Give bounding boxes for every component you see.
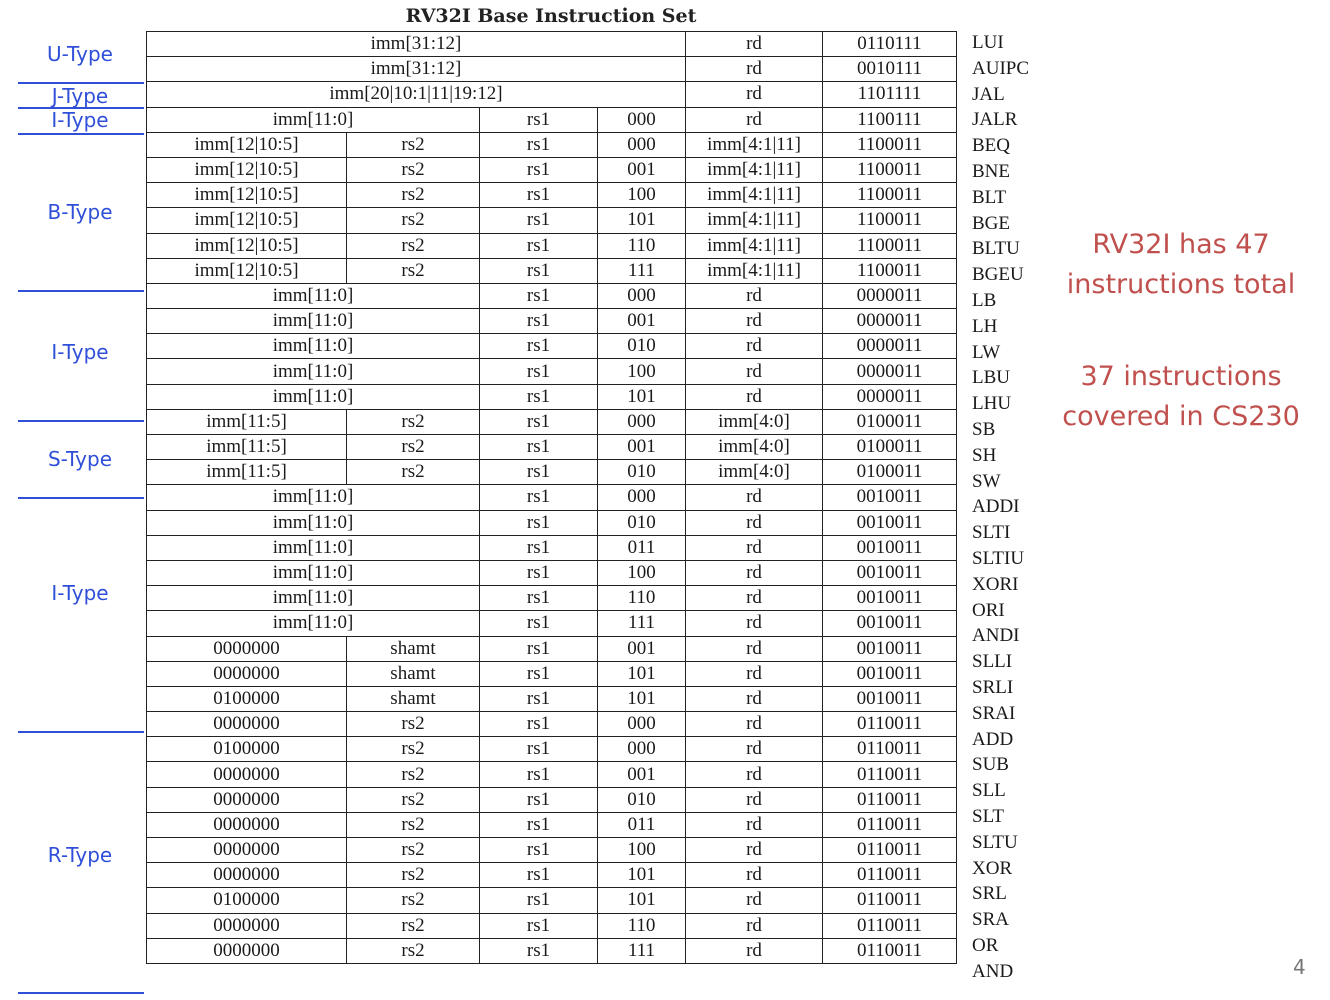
table-cell: rs1 <box>480 334 598 359</box>
table-cell: 111 <box>598 258 686 283</box>
table-cell: 000 <box>598 409 686 434</box>
table-cell: imm[31:12] <box>147 57 686 82</box>
table-row <box>147 762 957 787</box>
instruction-name: SLTU <box>972 831 1018 853</box>
table-cell: rs1 <box>480 283 598 308</box>
table-cell: 0000011 <box>823 334 957 359</box>
instruction-name: SLL <box>972 780 1006 802</box>
table-cell: rs1 <box>480 359 598 384</box>
instruction-name: AND <box>972 960 1014 982</box>
table-row <box>147 384 957 409</box>
table-cell: 1100011 <box>823 208 957 233</box>
instruction-name: SLTIU <box>972 547 1025 569</box>
type-divider <box>18 731 144 733</box>
table-cell: 0000000 <box>147 838 347 863</box>
table-cell: rd <box>686 661 823 686</box>
table-cell: 110 <box>598 586 686 611</box>
table-cell: rs2 <box>347 208 480 233</box>
table-cell: rs1 <box>480 661 598 686</box>
table-cell: 101 <box>598 384 686 409</box>
table-cell: 0000000 <box>147 762 347 787</box>
table-cell: rs1 <box>480 233 598 258</box>
table-cell: 1100011 <box>823 233 957 258</box>
type-label-i-load: I-Type <box>51 340 109 364</box>
table-cell: imm[4:1|11] <box>686 183 823 208</box>
table-row <box>147 560 957 585</box>
table-cell: 000 <box>598 712 686 737</box>
table-row <box>147 611 957 636</box>
table-cell: 001 <box>598 435 686 460</box>
table-cell: imm[31:12] <box>147 32 686 57</box>
table-cell: imm[20|10:1|11|19:12] <box>147 82 686 107</box>
table-row <box>147 938 957 963</box>
table-cell: rd <box>686 762 823 787</box>
table-cell: 001 <box>598 157 686 182</box>
table-cell: shamt <box>347 636 480 661</box>
table-cell: 0000000 <box>147 636 347 661</box>
table-cell: 110 <box>598 233 686 258</box>
table-cell: rs1 <box>480 183 598 208</box>
table-cell: rs1 <box>480 409 598 434</box>
table-cell: imm[11:0] <box>147 586 480 611</box>
type-label-u: U-Type <box>47 42 113 66</box>
table-cell: 000 <box>598 737 686 762</box>
type-label-b: B-Type <box>47 200 113 224</box>
type-divider <box>18 497 144 499</box>
instruction-name: BGE <box>972 212 1010 234</box>
instruction-name: ADD <box>972 728 1014 750</box>
table-cell: 0100000 <box>147 737 347 762</box>
table-row <box>147 258 957 283</box>
table-cell: imm[11:0] <box>147 359 480 384</box>
table-cell: rd <box>686 535 823 560</box>
table-cell: 010 <box>598 787 686 812</box>
table-title: RV32I Base Instruction Set <box>405 5 697 27</box>
table-cell: rs1 <box>480 888 598 913</box>
table-row <box>147 737 957 762</box>
table-cell: rs1 <box>480 384 598 409</box>
table-cell: 0010011 <box>823 686 957 711</box>
table-cell: rd <box>686 863 823 888</box>
table-cell: 0010011 <box>823 535 957 560</box>
table-cell: rd <box>686 636 823 661</box>
table-row <box>147 485 957 510</box>
table-row <box>147 208 957 233</box>
table-cell: 111 <box>598 938 686 963</box>
type-label-s: S-Type <box>47 447 112 471</box>
table-cell: 1100111 <box>823 107 957 132</box>
table-cell: 000 <box>598 132 686 157</box>
type-label-r: R-Type <box>47 843 113 867</box>
table-cell: 1100011 <box>823 157 957 182</box>
table-row <box>147 661 957 686</box>
instruction-name: XORI <box>972 573 1019 595</box>
table-cell: 101 <box>598 208 686 233</box>
table-cell: 001 <box>598 636 686 661</box>
table-cell: imm[11:0] <box>147 485 480 510</box>
table-cell: 0010011 <box>823 560 957 585</box>
table-cell: rs1 <box>480 535 598 560</box>
type-label-j: J-Type <box>51 84 109 108</box>
table-cell: 101 <box>598 686 686 711</box>
table-cell: imm[11:0] <box>147 107 480 132</box>
table-cell: 0110011 <box>823 838 957 863</box>
table-cell: 0110011 <box>823 762 957 787</box>
table-cell: rs1 <box>480 686 598 711</box>
table-cell: 0000000 <box>147 913 347 938</box>
table-cell: rd <box>686 712 823 737</box>
table-cell: 010 <box>598 334 686 359</box>
table-cell: imm[4:0] <box>686 435 823 460</box>
table-cell: rd <box>686 359 823 384</box>
table-cell: imm[4:0] <box>686 409 823 434</box>
table-cell: imm[11:0] <box>147 384 480 409</box>
table-cell: imm[11:0] <box>147 611 480 636</box>
table-cell: 0110011 <box>823 938 957 963</box>
table-cell: rd <box>686 560 823 585</box>
table-cell: 010 <box>598 510 686 535</box>
table-cell: rd <box>686 938 823 963</box>
instruction-name: LUI <box>972 32 1004 53</box>
instruction-name: XOR <box>972 857 1013 879</box>
table-cell: rd <box>686 888 823 913</box>
table-cell: rs1 <box>480 586 598 611</box>
table-cell: imm[12|10:5] <box>147 132 347 157</box>
table-cell: 0000011 <box>823 384 957 409</box>
table-cell: rs2 <box>347 183 480 208</box>
table-cell: rs1 <box>480 712 598 737</box>
table-cell: 1100011 <box>823 183 957 208</box>
table-cell: 0110111 <box>823 32 957 57</box>
table-cell: 0110011 <box>823 863 957 888</box>
table-cell: rs2 <box>347 812 480 837</box>
table-cell: rs1 <box>480 863 598 888</box>
table-cell: imm[11:0] <box>147 560 480 585</box>
table-cell: rs2 <box>347 435 480 460</box>
table-cell: rs1 <box>480 309 598 334</box>
table-cell: rs2 <box>347 787 480 812</box>
table-cell: rd <box>686 737 823 762</box>
table-cell: rs1 <box>480 913 598 938</box>
table-cell: 000 <box>598 283 686 308</box>
table-cell: rd <box>686 334 823 359</box>
instruction-names <box>972 31 1029 985</box>
table-cell: 100 <box>598 183 686 208</box>
instruction-name: AUIPC <box>972 57 1030 79</box>
table-cell: 110 <box>598 913 686 938</box>
table-cell: rd <box>686 838 823 863</box>
table-cell: 0010011 <box>823 661 957 686</box>
table-cell: rs1 <box>480 636 598 661</box>
table-cell: imm[11:0] <box>147 309 480 334</box>
table-cell: rs1 <box>480 611 598 636</box>
table-cell: rs1 <box>480 435 598 460</box>
table-cell: 0000000 <box>147 863 347 888</box>
table-cell: 0100000 <box>147 888 347 913</box>
note-total: RV32I has 47 instructions total <box>1066 229 1296 300</box>
table-row <box>147 82 957 107</box>
table-cell: rs1 <box>480 938 598 963</box>
table-cell: 0110011 <box>823 812 957 837</box>
table-cell: 100 <box>598 838 686 863</box>
table-cell: rs2 <box>347 712 480 737</box>
table-cell: rd <box>686 485 823 510</box>
instruction-name: SRA <box>972 909 1009 931</box>
table-cell: imm[11:0] <box>147 283 480 308</box>
table-cell: rs1 <box>480 560 598 585</box>
instruction-name: SLT <box>972 805 1005 827</box>
type-divider <box>18 133 144 135</box>
table-cell: 000 <box>598 107 686 132</box>
table-row <box>147 132 957 157</box>
table-cell: rs1 <box>480 787 598 812</box>
table-cell: rs2 <box>347 913 480 938</box>
instruction-name: LBU <box>972 367 1010 389</box>
table-cell: 111 <box>598 611 686 636</box>
table-cell: rs2 <box>347 863 480 888</box>
table-row <box>147 586 957 611</box>
table-cell: rd <box>686 913 823 938</box>
instruction-name: ANDI <box>972 625 1020 647</box>
table-cell: rd <box>686 510 823 535</box>
instruction-name: BGEU <box>972 264 1024 286</box>
table-row <box>147 57 957 82</box>
type-divider <box>18 992 144 994</box>
table-cell: imm[11:0] <box>147 510 480 535</box>
instruction-name: SRL <box>972 883 1007 905</box>
table-cell: rs2 <box>347 888 480 913</box>
table-cell: imm[12|10:5] <box>147 208 347 233</box>
table-row <box>147 636 957 661</box>
table-row <box>147 888 957 913</box>
table-cell: 010 <box>598 460 686 485</box>
table-cell: 011 <box>598 812 686 837</box>
table-row <box>147 535 957 560</box>
table-cell: rd <box>686 32 823 57</box>
table-cell: imm[4:0] <box>686 460 823 485</box>
table-cell: 0000011 <box>823 359 957 384</box>
table-row <box>147 32 957 57</box>
instruction-name: SH <box>972 444 997 466</box>
table-cell: rs1 <box>480 762 598 787</box>
note-covered: 37 instructions covered in CS230 <box>1062 361 1300 432</box>
table-cell: rs1 <box>480 737 598 762</box>
table-cell: 0010111 <box>823 57 957 82</box>
table-cell: imm[12|10:5] <box>147 183 347 208</box>
table-cell: imm[12|10:5] <box>147 157 347 182</box>
table-row <box>147 334 957 359</box>
table-cell: rs2 <box>347 737 480 762</box>
instruction-name: JALR <box>972 109 1018 131</box>
table-cell: 0000000 <box>147 787 347 812</box>
table-cell: rs1 <box>480 485 598 510</box>
table-cell: 100 <box>598 560 686 585</box>
instruction-name: SLLI <box>972 651 1013 673</box>
table-cell: rs2 <box>347 409 480 434</box>
instruction-name: LH <box>972 315 998 337</box>
instruction-name: LW <box>972 341 1001 363</box>
table-row <box>147 863 957 888</box>
table-cell: 101 <box>598 661 686 686</box>
table-cell: rs1 <box>480 838 598 863</box>
page-number: 4 <box>1293 955 1306 979</box>
table-cell: 1100011 <box>823 132 957 157</box>
instruction-table <box>146 31 957 964</box>
instruction-name: SLTI <box>972 522 1011 544</box>
instruction-name: BNE <box>972 160 1010 182</box>
table-cell: 0000000 <box>147 661 347 686</box>
table-cell: rd <box>686 686 823 711</box>
table-cell: shamt <box>347 686 480 711</box>
table-cell: rd <box>686 107 823 132</box>
table-cell: rd <box>686 787 823 812</box>
table-cell: imm[4:1|11] <box>686 233 823 258</box>
table-row <box>147 913 957 938</box>
table-cell: 101 <box>598 888 686 913</box>
table-row <box>147 460 957 485</box>
table-cell: rs1 <box>480 107 598 132</box>
table-cell: rs1 <box>480 510 598 535</box>
table-cell: imm[4:1|11] <box>686 258 823 283</box>
instruction-name: BEQ <box>972 135 1010 157</box>
table-cell: rs1 <box>480 132 598 157</box>
table-cell: 0100011 <box>823 460 957 485</box>
table-cell: 0100011 <box>823 435 957 460</box>
table-cell: 0000000 <box>147 712 347 737</box>
table-cell: 0110011 <box>823 787 957 812</box>
type-divider <box>18 420 144 422</box>
table-cell: rs1 <box>480 208 598 233</box>
table-cell: rd <box>686 82 823 107</box>
table-cell: 0010011 <box>823 586 957 611</box>
table-cell: imm[4:1|11] <box>686 132 823 157</box>
table-row <box>147 409 957 434</box>
table-cell: 0000000 <box>147 812 347 837</box>
table-row <box>147 157 957 182</box>
table-cell: rs2 <box>347 460 480 485</box>
table-cell: rd <box>686 309 823 334</box>
table-cell: rs2 <box>347 938 480 963</box>
table-cell: 101 <box>598 863 686 888</box>
instruction-name: SB <box>972 418 996 440</box>
table-cell: 001 <box>598 762 686 787</box>
table-cell: shamt <box>347 661 480 686</box>
table-cell: rd <box>686 611 823 636</box>
table-cell: 1100011 <box>823 258 957 283</box>
instruction-name: ORI <box>972 599 1005 621</box>
table-cell: imm[11:5] <box>147 435 347 460</box>
table-row <box>147 712 957 737</box>
table-row <box>147 183 957 208</box>
table-row <box>147 233 957 258</box>
instruction-name: SUB <box>972 754 1009 776</box>
table-cell: imm[4:1|11] <box>686 157 823 182</box>
table-row <box>147 838 957 863</box>
type-label-i-jalr: I-Type <box>51 108 109 132</box>
instruction-name: ADDI <box>972 496 1020 518</box>
table-cell: rs1 <box>480 157 598 182</box>
table-cell: rs1 <box>480 812 598 837</box>
table-cell: 011 <box>598 535 686 560</box>
table-cell: 100 <box>598 359 686 384</box>
table-cell: 0000011 <box>823 283 957 308</box>
table-row <box>147 107 957 132</box>
table-row <box>147 787 957 812</box>
type-label-i-alu: I-Type <box>51 581 109 605</box>
table-cell: imm[11:5] <box>147 460 347 485</box>
table-row <box>147 435 957 460</box>
table-row <box>147 309 957 334</box>
table-cell: rd <box>686 283 823 308</box>
table-cell: 0000000 <box>147 938 347 963</box>
table-cell: 001 <box>598 309 686 334</box>
table-cell: 0010011 <box>823 611 957 636</box>
table-cell: 0110011 <box>823 737 957 762</box>
table-cell: rs2 <box>347 157 480 182</box>
table-cell: rs2 <box>347 132 480 157</box>
table-row <box>147 283 957 308</box>
instruction-name: LB <box>972 289 997 311</box>
table-cell: 0010011 <box>823 485 957 510</box>
table-cell: 000 <box>598 485 686 510</box>
instruction-name: OR <box>972 934 999 956</box>
instruction-name: BLT <box>972 186 1007 208</box>
table-cell: rs1 <box>480 460 598 485</box>
instruction-name: BLTU <box>972 238 1020 260</box>
table-cell: rs2 <box>347 838 480 863</box>
table-cell: 0100011 <box>823 409 957 434</box>
instruction-name: SW <box>972 470 1001 492</box>
table-cell: 0110011 <box>823 888 957 913</box>
table-cell: imm[4:1|11] <box>686 208 823 233</box>
instruction-name: LHU <box>972 393 1012 415</box>
table-cell: rs1 <box>480 258 598 283</box>
table-cell: 0100000 <box>147 686 347 711</box>
table-cell: rs2 <box>347 762 480 787</box>
table-cell: imm[11:0] <box>147 334 480 359</box>
type-divider <box>18 290 144 292</box>
table-cell: imm[11:0] <box>147 535 480 560</box>
table-cell: 0000011 <box>823 309 957 334</box>
table-cell: rd <box>686 57 823 82</box>
table-cell: 0110011 <box>823 712 957 737</box>
table-cell: imm[12|10:5] <box>147 233 347 258</box>
table-row <box>147 812 957 837</box>
table-cell: 0110011 <box>823 913 957 938</box>
instruction-name: JAL <box>972 83 1005 105</box>
table-row <box>147 510 957 535</box>
table-row <box>147 359 957 384</box>
table-cell: rd <box>686 812 823 837</box>
table-cell: 0010011 <box>823 510 957 535</box>
table-cell: imm[11:5] <box>147 409 347 434</box>
instruction-name: SRLI <box>972 676 1014 698</box>
table-cell: rd <box>686 384 823 409</box>
table-cell: rs2 <box>347 233 480 258</box>
table-cell: rd <box>686 586 823 611</box>
table-cell: imm[12|10:5] <box>147 258 347 283</box>
instruction-name: SRAI <box>972 702 1016 724</box>
table-cell: 1101111 <box>823 82 957 107</box>
table-row <box>147 686 957 711</box>
table-cell: 0010011 <box>823 636 957 661</box>
table-cell: rs2 <box>347 258 480 283</box>
